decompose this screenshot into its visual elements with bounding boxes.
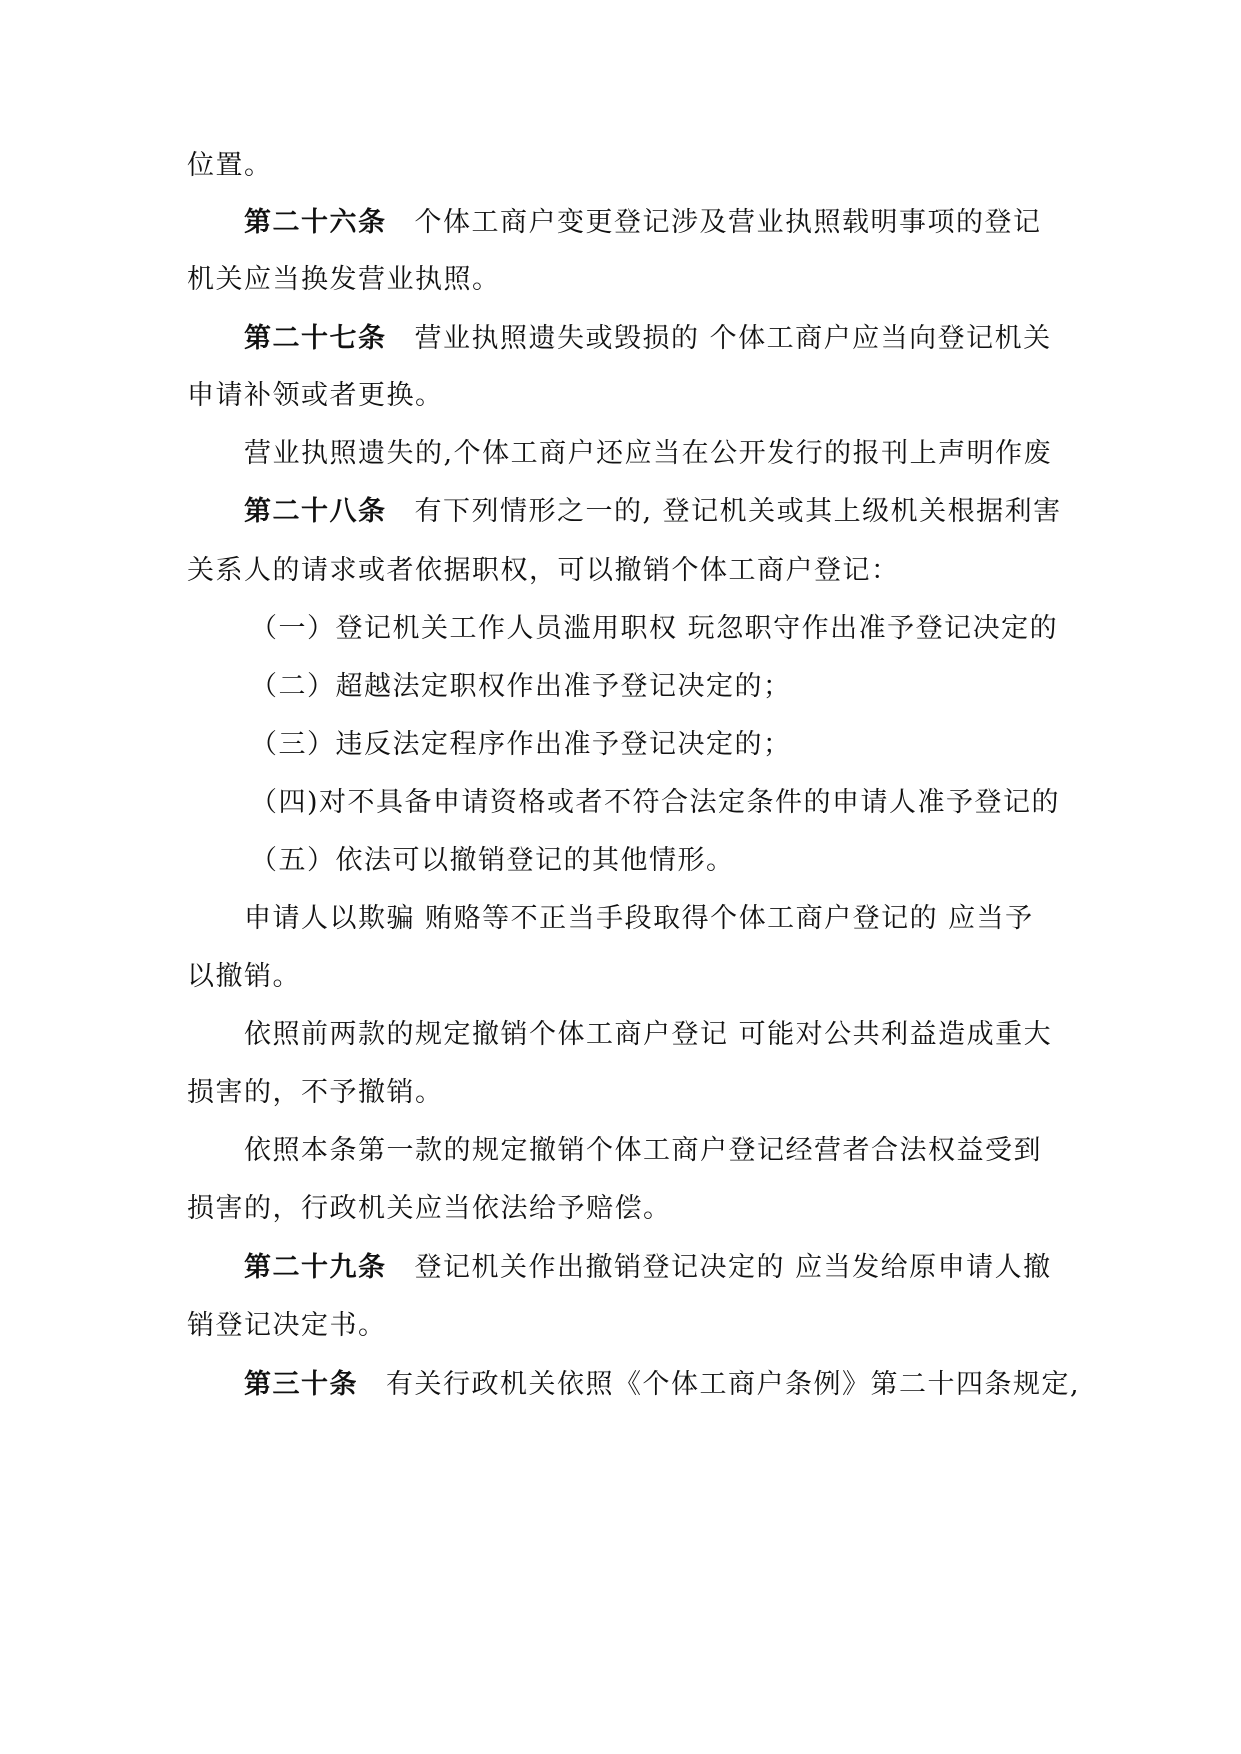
line-text: 个体工商户变更登记涉及营业执照载明事项的登记 <box>414 207 1042 238</box>
line-text: 依照前两款的规定撤销个体工商户登记 可能对公共利益造成重大 <box>244 1019 1053 1050</box>
line-text: 损害的，不予撤销。 <box>187 1077 444 1108</box>
article-heading: 第二十六条 <box>244 207 387 238</box>
line-text: （三）违反法定程序作出准予登记决定的； <box>250 729 792 760</box>
article-heading: 第二十九条 <box>244 1252 387 1283</box>
line-text: （五）依法可以撤销登记的其他情形。 <box>250 845 735 876</box>
line-text: （四)对不具备申请资格或者不符合法定条件的申请人准予登记的 <box>250 787 1061 818</box>
list-item <box>250 669 1130 705</box>
line-text: 有下列情形之一的, 登记机关或其上级机关根据利害 <box>414 496 1062 527</box>
text-line <box>187 1191 1067 1227</box>
line-text: 有关行政机关依照《个体工商户条例》第二十四条规定, <box>386 1369 1081 1400</box>
article-heading: 第二十八条 <box>244 496 387 527</box>
line-text: 依照本条第一款的规定撤销个体工商户登记经营者合法权益受到 <box>244 1135 1042 1166</box>
line-text: 申请人以欺骗 贿赂等不正当手段取得个体工商户登记的 应当予 <box>244 903 1034 934</box>
article-28-line <box>244 494 1124 530</box>
text-line <box>244 436 1124 472</box>
text-line <box>187 1308 1067 1344</box>
line-text: 损害的，行政机关应当依法给予赔偿。 <box>187 1193 672 1224</box>
line-text: 登记机关作出撤销登记决定的 应当发给原申请人撤 <box>414 1252 1052 1283</box>
article-29-line <box>244 1250 1124 1286</box>
line-text: （一）登记机关工作人员滥用职权 玩忽职守作出准予登记决定的 <box>250 613 1059 644</box>
article-26-line <box>244 205 1124 241</box>
line-text: 机关应当换发营业执照。 <box>187 264 501 295</box>
text-line <box>187 262 1067 298</box>
text-line <box>244 1133 1124 1169</box>
text-line <box>187 378 1067 414</box>
text-line <box>244 1017 1124 1053</box>
text-line <box>187 1075 1067 1111</box>
line-text: 营业执照遗失的,个体工商户还应当在公开发行的报刊上声明作废 <box>244 438 1053 469</box>
line-text: 以撤销。 <box>187 961 301 992</box>
list-item <box>250 785 1130 821</box>
article-27-line <box>244 321 1124 357</box>
text-line <box>187 148 1067 184</box>
article-heading: 第三十条 <box>244 1369 358 1400</box>
line-text: 申请补领或者更换。 <box>187 380 444 411</box>
article-heading: 第二十七条 <box>244 323 387 354</box>
text-line <box>187 553 1067 589</box>
line-text: 关系人的请求或者依据职权，可以撤销个体工商户登记： <box>187 555 900 586</box>
line-text: （二）超越法定职权作出准予登记决定的； <box>250 671 792 702</box>
list-item <box>250 727 1130 763</box>
line-text: 销登记决定书。 <box>187 1310 387 1341</box>
text-line <box>187 959 1067 995</box>
line-text: 营业执照遗失或毁损的 个体工商户应当向登记机关 <box>414 323 1052 354</box>
line-text: 位置。 <box>187 150 273 181</box>
list-item <box>250 611 1130 647</box>
text-line <box>244 901 1124 937</box>
article-30-line <box>244 1367 1124 1403</box>
list-item <box>250 843 1130 879</box>
